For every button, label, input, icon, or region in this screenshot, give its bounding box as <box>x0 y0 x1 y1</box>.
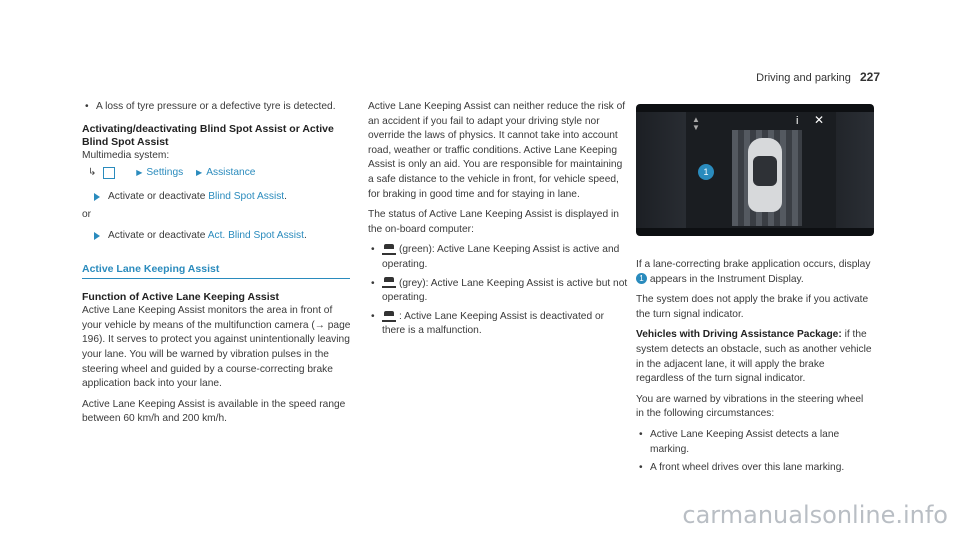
car-icon <box>748 138 782 212</box>
chevron-icon: ▶ <box>196 168 203 178</box>
list-item: • Active Lane Keeping Assist detects a lane marking. <box>639 428 840 455</box>
path-settings[interactable]: Settings <box>146 167 184 179</box>
path-arrow-icon: ↳ <box>88 167 97 179</box>
home-icon[interactable] <box>103 167 115 179</box>
list-item: • (green): Active Lane Keeping Assist is active and operating. <box>371 244 620 270</box>
paragraph: The status of Active Lane Keeping Assist is displayed in the on-board computer: <box>368 209 619 235</box>
lane-assist-icon <box>382 244 396 255</box>
page-header <box>756 70 880 84</box>
section-title: Driving and parking <box>756 72 851 84</box>
heading-function: Function of Active Lane Keeping Assist <box>82 291 279 304</box>
page-number: 227 <box>859 70 880 84</box>
list-item: • (grey): Active Lane Keeping Assist is active but not operating. <box>371 277 628 304</box>
callout-badge: 1 <box>698 164 714 180</box>
paragraph: Active Lane Keeping Assist can neither reduce the risk of an accident if you fail to adapt your driving style nor override the laws of physics. It cannot take into account road, weather or traffic conditions. Active Lane Keeping Assist is only an aid. You are responsible for maintaining a safe distance to the vehicle in front, for vehicle speed, for braking in good time and for staying in lane. <box>368 101 626 200</box>
or-text: or <box>82 209 92 221</box>
action-step: Activate or deactivate Blind Spot Assist. <box>82 190 352 205</box>
chevron-icon: ▶ <box>136 168 143 178</box>
info-icon: i <box>796 115 799 127</box>
paragraph: You are warned by vibrations in the steering wheel in the following circumstances: <box>636 393 864 420</box>
paragraph: The system does not apply the brake if you activate the turn signal indicator. <box>636 294 869 320</box>
list-item: • : Active Lane Keeping Assist is deactivated or there is a malfunction. <box>371 310 605 337</box>
heading-blind-spot: Activating/deactivating Blind Spot Assist or Active Blind Spot Assist <box>82 122 334 148</box>
paragraph: If a lane-correcting brake application occurs, display 1 appears in the Instrument Display. <box>636 259 871 285</box>
menu-path <box>88 166 352 181</box>
multimedia-label: Multimedia system: <box>82 149 170 161</box>
watermark: carmanualsonline.info <box>682 501 948 529</box>
paragraph: Active Lane Keeping Assist monitors the area in front of your vehicle by means of the multifunction camera (→ page 196). It serves to protect you against unintentionally leaving your lane. You will be warned by vibration pulses in the steering wheel and guided by a course-correcting brake application back into your lane. <box>82 305 351 390</box>
instrument-display-image <box>636 104 874 236</box>
column-1 <box>82 100 352 433</box>
lane-assist-icon <box>382 277 396 288</box>
callout-badge: 1 <box>636 273 647 284</box>
lane-assist-off-icon <box>382 311 396 322</box>
close-icon: ✕ <box>814 113 825 127</box>
blind-spot-assist-link[interactable]: Blind Spot Assist <box>208 190 285 202</box>
paragraph: Vehicles with Driving Assistance Package: if the system detects an obstacle, such as another vehicle in the adjacent lane, it will apply the brake regardless of the turn signal indicator. <box>636 329 872 385</box>
list-item: • A front wheel drives over this lane marking. <box>639 462 845 474</box>
path-assistance[interactable]: Assistance <box>206 167 256 179</box>
column-2 <box>368 100 630 343</box>
scroll-arrows-icon: ▲ ▼ <box>692 115 700 132</box>
action-step: Activate or deactivate Act. Blind Spot Assist. <box>82 229 352 244</box>
column-3 <box>636 104 874 480</box>
paragraph: Active Lane Keeping Assist is available in the speed range between 60 km/h and 200 km/h. <box>82 398 346 425</box>
action-arrow-icon <box>94 232 100 240</box>
action-arrow-icon <box>94 193 100 201</box>
section-heading: Active Lane Keeping Assist <box>82 262 350 280</box>
act-blind-spot-assist-link[interactable]: Act. Blind Spot Assist <box>207 229 304 241</box>
list-item: • A loss of tyre pressure or a defective tyre is detected. <box>85 101 336 112</box>
